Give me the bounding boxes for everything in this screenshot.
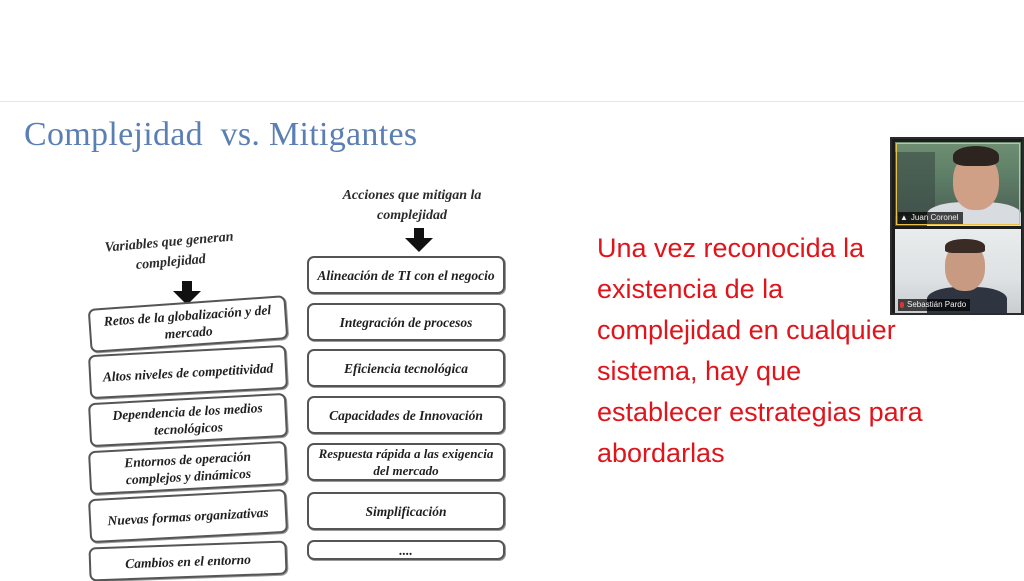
slide-title: Complejidad vs. Mitigantes <box>24 116 418 153</box>
left-item-2: Altos niveles de competitividad <box>88 345 288 399</box>
participant-tile-juan-coronel[interactable] <box>895 142 1021 226</box>
left-item-1: Retos de la globalización y del mercado <box>88 295 289 353</box>
slide-top-edge <box>0 101 1024 102</box>
participant-name: Juan Coronel <box>910 213 959 222</box>
down-arrow-icon <box>405 238 433 252</box>
participant-tile-sebastian-pardo[interactable] <box>895 229 1021 313</box>
right-item-4: Capacidades de Innovación <box>307 396 505 434</box>
slide-note: Una vez reconocida la existencia de la complejidad en cualquier sistema, hay que establecer estrategias para abordarlas <box>597 233 923 468</box>
right-item-3: Eficiencia tecnológica <box>307 349 505 387</box>
right-column-heading: Acciones que mitigan la complejidad <box>342 188 482 223</box>
right-item-6: Simplificación <box>307 492 505 530</box>
pin-icon: ▲ <box>900 213 908 222</box>
left-item-4: Entornos de operación complejos y dinámicos <box>88 441 288 495</box>
left-item-5: Nuevas formas organizativas <box>88 489 288 543</box>
participant-name-tag <box>898 212 963 224</box>
participant-hair <box>953 146 999 166</box>
participant-name-tag <box>898 299 970 311</box>
right-item-5: Respuesta rápida a las exigencia del mercado <box>307 443 505 481</box>
right-item-1: Alineación de TI con el negocio <box>307 256 505 294</box>
video-participants-panel[interactable] <box>890 137 1024 315</box>
left-column-heading: Variables que generan complejidad <box>104 229 235 273</box>
participant-hair <box>945 239 985 253</box>
right-item-2: Integración de procesos <box>307 303 505 341</box>
mic-muted-icon <box>900 302 904 308</box>
left-item-3: Dependencia de los medios tecnológicos <box>88 393 288 447</box>
left-item-6: Cambios en el entorno <box>88 541 287 581</box>
background-shelf <box>895 152 935 216</box>
right-item-7: .... <box>307 540 505 560</box>
participant-name: Sebastián Pardo <box>907 300 967 309</box>
